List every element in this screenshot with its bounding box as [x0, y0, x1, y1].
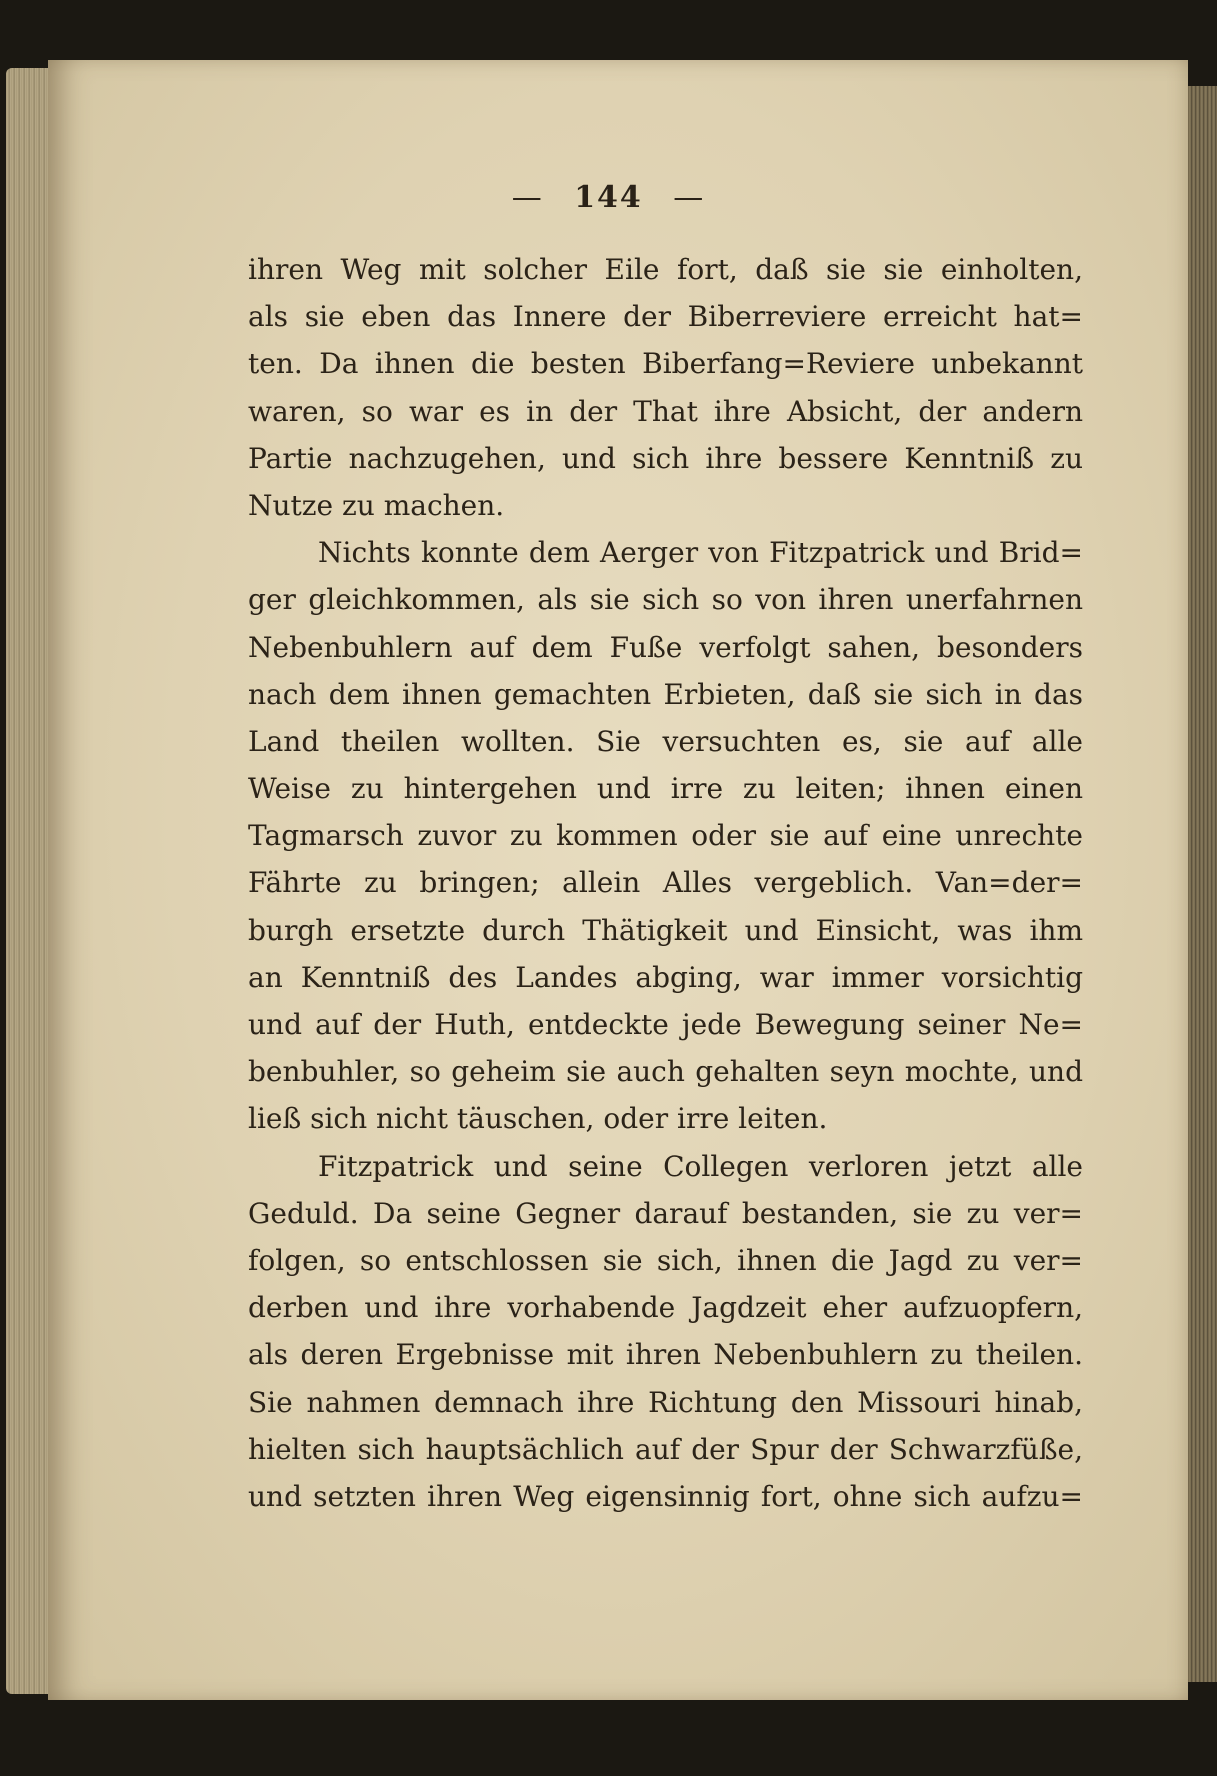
text-line: an Kenntniß des Landes abging, war immer vorsichtig [248, 960, 1083, 994]
text-line: ihren Weg mit solcher Eile fort, daß sie sie einholten, [248, 253, 1083, 286]
text-line: burgh ersetzte durch Thätigkeit und Einsicht, was ihm [248, 913, 1083, 947]
text-line: folgen, so entschlossen sie sich, ihnen die Jagd zu ver= [248, 1243, 1083, 1277]
text-line: waren, so war es in der That ihre Absicht, der andern [248, 394, 1083, 428]
text-line: Tagmarsch zuvor zu kommen oder sie auf eine unrechte [248, 819, 1083, 853]
text-line: ließ sich nicht täuschen, oder irre leiten. [248, 1102, 828, 1136]
text-line: Nebenbuhlern auf dem Fuße verfolgt sahen, besonders [248, 630, 1083, 664]
text-line: Nichts konnte dem Aerger von Fitzpatrick und Brid= [318, 536, 1083, 570]
text-line: und auf der Huth, entdeckte jede Bewegung seiner Ne= [248, 1008, 1083, 1041]
text-line: Fitzpatrick und seine Collegen verloren jetzt alle [318, 1149, 1083, 1183]
body-text [248, 246, 1083, 1520]
text-line: hielten sich hauptsächlich auf der Spur der Schwarzfüße, [248, 1432, 1083, 1466]
text-line: Partie nachzugehen, und sich ihre bessere Kenntniß zu [248, 441, 1083, 475]
header-dash-left: — [511, 180, 544, 215]
text-line: als deren Ergebnisse mit ihren Nebenbuhlern zu theilen. [248, 1338, 1083, 1372]
page-number: 144 [574, 180, 643, 215]
text-line: Geduld. Da seine Gegner darauf bestanden, sie zu ver= [248, 1196, 1083, 1230]
text-line: Nutze zu machen. [248, 488, 505, 522]
text-line: nach dem ihnen gemachten Erbieten, daß sie sich in das [248, 677, 1083, 711]
text-line: als sie eben das Innere der Biberreviere erreicht hat= [248, 300, 1083, 334]
header-dash-right: — [673, 180, 706, 215]
text-line: und setzten ihren Weg eigensinnig fort, ohne sich aufzu= [248, 1479, 1083, 1513]
text-line: Sie nahmen demnach ihre Richtung den Missouri hinab, [248, 1385, 1083, 1419]
text-line: ten. Da ihnen die besten Biberfang=Reviere unbekannt [248, 347, 1083, 381]
page-header [0, 180, 1217, 215]
page-edge-right [1188, 86, 1217, 1682]
text-line: benbuhler, so geheim sie auch gehalten seyn mochte, und [248, 1055, 1083, 1089]
text-line: Land theilen wollten. Sie versuchten es, sie auf alle [248, 724, 1083, 758]
text-line: derben und ihre vorhabende Jagdzeit eher aufzuopfern, [248, 1291, 1083, 1325]
text-line: Fährte zu bringen; allein Alles vergeblich. Van=der= [248, 866, 1083, 900]
text-line: Weise zu hintergehen und irre zu leiten; ihnen einen [248, 772, 1083, 806]
text-line: ger gleichkommen, als sie sich so von ihren unerfahrnen [248, 583, 1083, 617]
